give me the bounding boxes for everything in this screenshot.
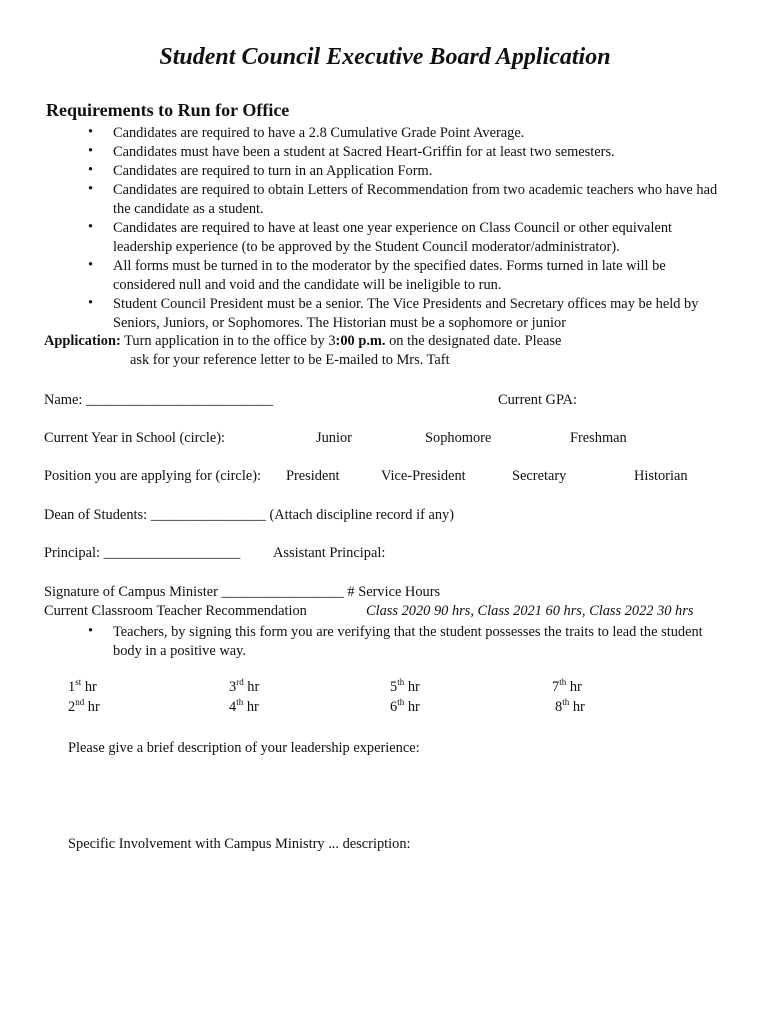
principal-blank[interactable]: ___________________ bbox=[103, 545, 241, 561]
hour-2-field[interactable]: 2nd hr bbox=[68, 697, 100, 715]
minister-blank[interactable]: _________________ bbox=[221, 584, 344, 600]
position-option-historian[interactable]: Historian bbox=[634, 468, 688, 484]
hour-6-field[interactable]: 6th hr bbox=[390, 697, 420, 715]
name-blank[interactable]: __________________________ bbox=[85, 392, 274, 408]
ministry-answer-area[interactable] bbox=[68, 858, 708, 998]
bullet-icon: • bbox=[88, 124, 94, 140]
year-label: Current Year in School (circle): bbox=[44, 430, 226, 446]
requirement-text: Candidates are required to turn in an Application Form. bbox=[113, 163, 433, 179]
application-instructions-line2: ask for your reference letter to be E-mailed to Mrs. Taft bbox=[130, 352, 450, 368]
position-option-vice-president[interactable]: Vice-President bbox=[381, 468, 466, 484]
position-label: Position you are applying for (circle): bbox=[44, 468, 261, 484]
requirement-text: Candidates are required to have a 2.8 Cumulative Grade Point Average. bbox=[113, 125, 525, 141]
principal-field[interactable]: Principal: ___________________ bbox=[44, 545, 241, 561]
gpa-field[interactable]: Current GPA: bbox=[498, 392, 578, 408]
hour-5-field[interactable]: 5th hr bbox=[390, 677, 420, 695]
class-service-hours: Class 2020 90 hrs, Class 2021 60 hrs, Class 2022 30 hrs bbox=[366, 603, 694, 619]
hour-3-field[interactable]: 3rd hr bbox=[229, 677, 260, 695]
campus-minister-field[interactable]: Signature of Campus Minister _________________ # Service Hours bbox=[44, 584, 441, 600]
name-field[interactable]: Name: __________________________ bbox=[44, 392, 274, 408]
year-option-sophomore[interactable]: Sophomore bbox=[425, 430, 492, 446]
requirement-text: Candidates must have been a student at Sacred Heart-Griffin for at least two semesters. bbox=[113, 144, 615, 160]
teacher-note: Teachers, by signing this form you are verifying that the student possesses the traits to lead the student body in a positive way. bbox=[113, 624, 703, 659]
year-option-junior[interactable]: Junior bbox=[316, 430, 352, 446]
bullet-icon: • bbox=[88, 181, 94, 197]
bullet-icon: • bbox=[88, 295, 94, 311]
application-label: Application: bbox=[44, 333, 121, 349]
ministry-prompt: Specific Involvement with Campus Ministry ... description: bbox=[68, 836, 411, 852]
dean-field[interactable]: Dean of Students: ________________ (Attach discipline record if any) bbox=[44, 507, 455, 523]
bullet-icon: • bbox=[88, 143, 94, 159]
bullet-icon: • bbox=[88, 162, 94, 178]
teacher-recommendation-label: Current Classroom Teacher Recommendation bbox=[44, 603, 307, 619]
year-option-freshman[interactable]: Freshman bbox=[570, 430, 627, 446]
requirements-heading: Requirements to Run for Office bbox=[46, 100, 290, 120]
position-option-president[interactable]: President bbox=[286, 468, 340, 484]
bullet-icon: • bbox=[88, 623, 94, 639]
requirement-text: All forms must be turned in to the moderator by the specified dates. Forms turned in late will be considered null and void and the candidate will be ineligible to run. bbox=[113, 258, 666, 293]
leadership-answer-area[interactable] bbox=[68, 762, 708, 832]
hour-7-field[interactable]: 7th hr bbox=[552, 677, 582, 695]
hour-4-field[interactable]: 4th hr bbox=[229, 697, 259, 715]
requirement-text: Candidates are required to obtain Letters of Recommendation from two academic teachers who have had the candidate as a student. bbox=[113, 182, 718, 217]
requirement-text: Student Council President must be a senior. The Vice Presidents and Secretary offices may be held by Seniors, Juniors, or Sophomores. The Historian must be a sophomore or junior bbox=[113, 296, 699, 331]
application-instructions: Application: Turn application in to the office by 3:00 p.m. on the designated date. Please bbox=[44, 333, 562, 349]
hour-1-field[interactable]: 1st hr bbox=[68, 677, 97, 695]
dean-blank[interactable]: ________________ bbox=[150, 507, 266, 523]
position-option-secretary[interactable]: Secretary bbox=[512, 468, 567, 484]
hour-8-field[interactable]: 8th hr bbox=[555, 697, 585, 715]
requirement-text: Candidates are required to have at least one year experience on Class Council or other equivalent leadership experience (to be approved by the Student Council moderator/administrator). bbox=[113, 220, 673, 255]
page-title: Student Council Executive Board Application bbox=[159, 44, 611, 70]
leadership-prompt: Please give a brief description of your leadership experience: bbox=[68, 740, 420, 756]
bullet-icon: • bbox=[88, 257, 94, 273]
bullet-icon: • bbox=[88, 219, 94, 235]
assistant-principal-field[interactable]: Assistant Principal: bbox=[273, 545, 386, 561]
